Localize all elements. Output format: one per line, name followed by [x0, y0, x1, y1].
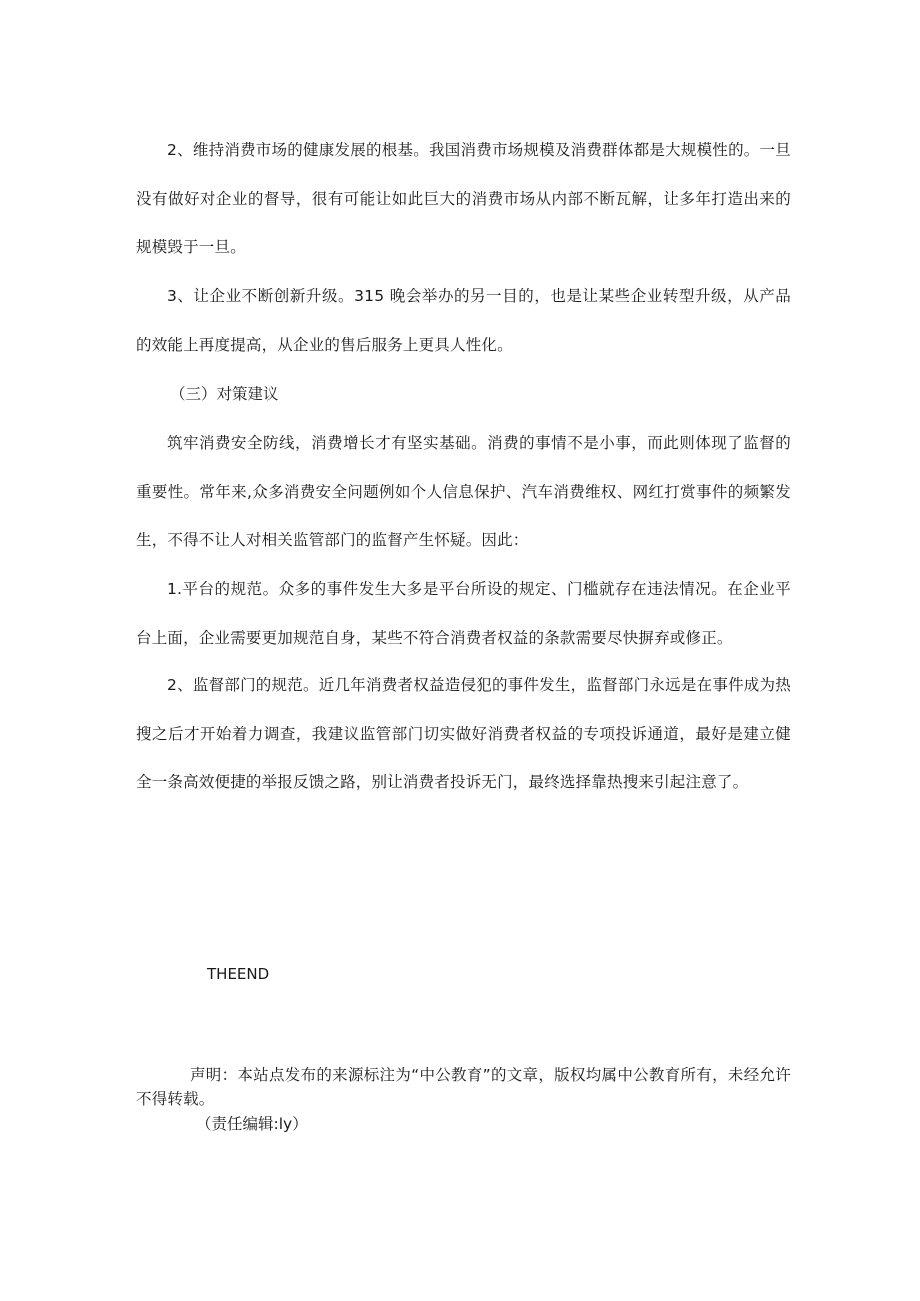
section-heading-suggestions: （三）对策建议: [170, 385, 279, 403]
paragraph-point-2: 2、维持消费市场的健康发展的根基。我国消费市场规模及消费群体都是大规模性的。一旦没有做好对企业的督导，很有可能让如此巨大的消费市场从内部不断瓦解，让多年打造出来的规模毁于一旦。: [136, 141, 791, 256]
the-end-label: THEEND: [207, 965, 270, 983]
paragraph-point-3: 3、让企业不断创新升级。315 晚会举办的另一目的，也是让某些企业转型升级，从产品的效能上再度提高，从企业的售后服务上更具人性化。: [136, 287, 791, 354]
copyright-statement: 声明：本站点发布的来源标注为“中公教育”的文章，版权均属中公教育所有，未经允许不得转载。: [136, 1066, 791, 1108]
paragraph-suggestions-intro: 筑牢消费安全防线，消费增长才有坚实基础。消费的事情不是小事，而此则体现了监督的重要性。常年来,众多消费安全问题例如个人信息保护、汽车消费维权、网红打赏事件的频繁发生，不得不让人对相关监管部门的监督产生怀疑。因此：: [136, 434, 791, 549]
responsible-editor: （责任编辑:ly）: [196, 1115, 308, 1133]
paragraph-platform-regulation: 1.平台的规范。众多的事件发生大多是平台所设的规定、门槛就存在违法情况。在企业平台上面，企业需要更加规范自身，某些不符合消费者权益的条款需要尽快摒弃或修正。: [136, 580, 791, 647]
paragraph-supervision-regulation: 2、监督部门的规范。近几年消费者权益造侵犯的事件发生，监督部门永远是在事件成为热搜之后才开始着力调查，我建议监管部门切实做好消费者权益的专项投诉通道，最好是建立健全一条高效便捷的举报反馈之路，别让消费者投诉无门，最终选择靠热搜来引起注意了。: [136, 676, 791, 791]
